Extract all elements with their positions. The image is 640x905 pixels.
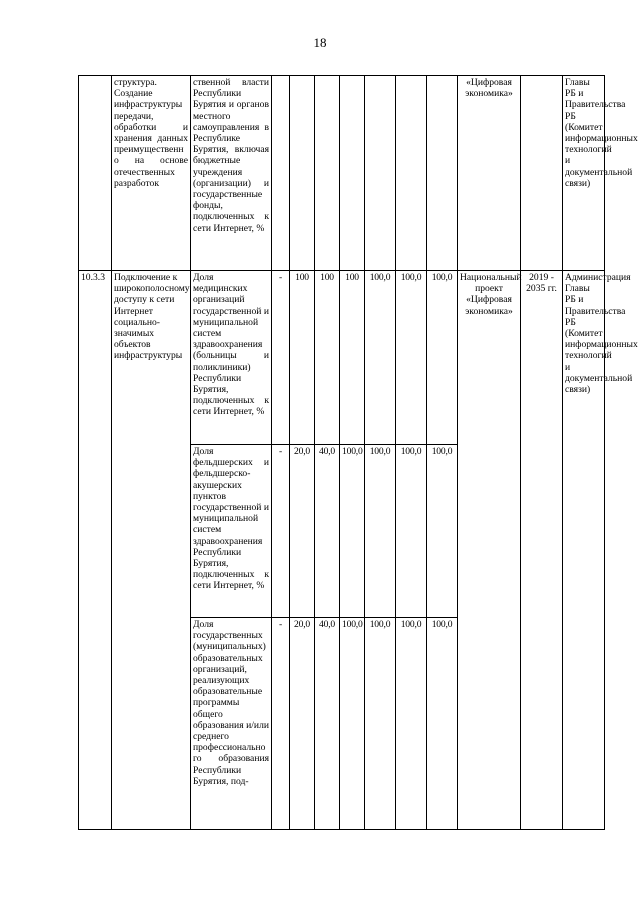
cell-period <box>521 76 563 271</box>
cell-indicator: Доля медицинских организаций государственной и муниципальной систем здравоохранения (больницы и поликлиники) Республики Бурятия, подключенных к сети Интернет, % <box>191 271 272 445</box>
cell-number <box>79 76 112 271</box>
cell-value: 100,0 <box>427 618 458 830</box>
cell-value: 100,0 <box>396 271 427 445</box>
cell-value <box>340 76 365 271</box>
cell-value: 100,0 <box>340 618 365 830</box>
cell-value <box>396 76 427 271</box>
cell-value: 100,0 <box>365 618 396 830</box>
cell-value <box>427 76 458 271</box>
cell-activity-name: структура. Создание инфраструктуры передачи, обработки и хранения данных преимущественно на основе отечественных разработок <box>112 76 191 271</box>
cell-period: 2019 - 2035 гг. <box>521 271 563 830</box>
cell-value: 100,0 <box>427 271 458 445</box>
program-table <box>78 75 638 830</box>
page-number: 18 <box>313 35 327 50</box>
cell-indicator: ственной власти Республики Бурятия и органов местного самоуправления в Республике Бурятия, включая бюджетные учреждения (организации) и государственные фонды, подключенных к сети Интернет, % <box>191 76 272 271</box>
cell-value: 100 <box>315 271 340 445</box>
cell-value: 100,0 <box>396 445 427 618</box>
cell-activity-name: Подключение к широкополосному доступу к сети Интернет социально-значимых объектов инфраструктуры <box>112 271 191 830</box>
cell-value: 100 <box>290 271 315 445</box>
cell-value: 100,0 <box>427 445 458 618</box>
cell-value: 40,0 <box>315 618 340 830</box>
cell-value: 100,0 <box>365 271 396 445</box>
cell-indicator: Доля фельдшерских и фельдшерско-акушерских пунктов государственной и муниципальной систем здравоохранения Республики Бурятия, подключенных к сети Интернет, % <box>191 445 272 618</box>
cell-value: - <box>272 445 290 618</box>
cell-value: 20,0 <box>290 618 315 830</box>
cell-value <box>272 76 290 271</box>
cell-value: - <box>272 618 290 830</box>
cell-value <box>290 76 315 271</box>
cell-value: 100,0 <box>365 445 396 618</box>
cell-number: 10.3.3 <box>79 271 112 830</box>
cell-value: 100,0 <box>396 618 427 830</box>
cell-value: - <box>272 271 290 445</box>
cell-project: Национальный проект «Цифровая экономика» <box>458 271 521 830</box>
cell-executor: Главы РБ и Правительства РБ (Комитет информационных технологий и документальной связи) <box>563 76 605 271</box>
cell-value <box>365 76 396 271</box>
table-row-continuation <box>79 76 605 271</box>
cell-value: 100 <box>340 271 365 445</box>
cell-value: 20,0 <box>290 445 315 618</box>
cell-value: 100,0 <box>340 445 365 618</box>
cell-value: 40,0 <box>315 445 340 618</box>
cell-indicator: Доля государственных (муниципальных) образовательных организаций, реализующих образовательные программы общего образования и/или среднего профессионального образования Республики Бурятия, под- <box>191 618 272 830</box>
cell-executor: Администрация Главы РБ и Правительства РБ (Комитет информационных технологий и документальной связи) <box>563 271 605 830</box>
cell-value <box>315 76 340 271</box>
cell-project: «Цифровая экономика» <box>458 76 521 271</box>
table-row <box>79 271 605 445</box>
